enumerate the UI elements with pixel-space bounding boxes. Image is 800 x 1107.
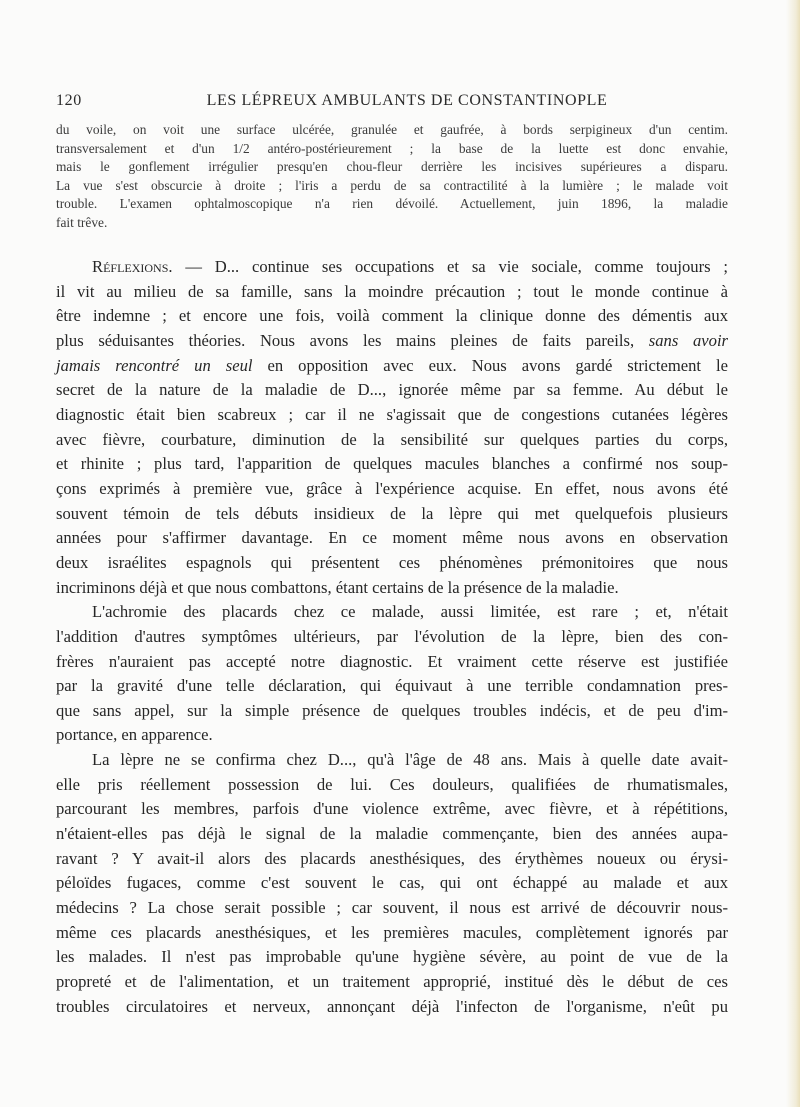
text-line: même ces placards anesthésiques, et les premières macules, complètement ignorés par [56, 922, 728, 942]
text-line: que sans appel, sur la simple présence de quelques troubles indécis, et de peu d'im- [56, 700, 728, 720]
text-line: La lèpre ne se confirma chez D..., qu'à l'âge de 48 ans. Mais à quelle date avait- [92, 750, 728, 770]
text-fragment: — D... continue ses occupations et sa vie sociale, comme toujours ; [172, 257, 728, 276]
text-line: secret de la nature de la maladie de D..., ignorée même par sa femme. Au début le [56, 380, 728, 400]
text-fragment: plus séduisantes théories. Nous avons les mains pleines de faits pareils, [56, 330, 649, 350]
page-edge-shading [786, 0, 800, 1107]
text-line: il vit au milieu de sa famille, sans la moindre précaution ; tout le monde continue à [56, 281, 728, 301]
running-title: LES LÉPREUX AMBULANTS DE CONSTANTINOPLE [206, 92, 608, 109]
text-line: et rhinite ; plus tard, l'apparition de quelques macules blanches a confirmé nos soup- [56, 454, 728, 474]
main-text [56, 255, 728, 1019]
text-line: L'achromie des placards chez ce malade, aussi limitée, est rare ; et, n'était [92, 602, 728, 622]
page-number: 120 [56, 92, 82, 109]
text-line: deux israélites espagnols qui présentent ces phénomènes prémonitoires que nous [56, 552, 728, 572]
italic-emphasis: sans avoir [648, 330, 729, 350]
text-line: portance, en apparence. [56, 725, 213, 745]
text-line: souvent témoin de tels débuts insidieux de la lèpre qui met quelquefois plusieurs [56, 503, 728, 523]
text-line: La vue s'est obscurcie à droite ; l'iris a perdu de sa contractilité à la lumière ; le malade voit [56, 177, 728, 193]
text-fragment: en opposition avec eux. Nous avons gardé strictement le [252, 355, 729, 375]
text-line: années pour s'affirmer davantage. En ce moment même nous avons en observation [56, 528, 728, 548]
text-line: les malades. Il n'est pas improbable qu'une hygiène sévère, au point de vue de la [56, 947, 728, 967]
text-line: transversalement et d'un 1/2 antéro-postérieurement ; la base de la luette est donc envahie, [56, 140, 728, 156]
text-line: frères n'auraient pas accepté notre diagnostic. Et vraiment cette réserve est justifiée [56, 651, 728, 671]
text-line: diagnostic était bien scabreux ; car il ne s'agissait que de congestions cutanées légères [56, 404, 728, 424]
text-line: parcourant les membres, parfois d'une violence extrême, avec fièvre, et à répétitions, [56, 799, 728, 819]
achromie-paragraph [56, 600, 728, 748]
text-line: avec fièvre, courbature, diminution de la sensibilité sur quelques parties du corps, [56, 429, 728, 449]
section-label: Réflexions. [92, 257, 173, 276]
text-line: propreté et de l'alimentation, et un traitement approprié, institué dès le début de ces [56, 972, 728, 992]
reflexions-paragraph [56, 255, 728, 600]
text-line: péloïdes fugaces, comme c'est souvent le cas, qui ont échappé au malade et aux [56, 873, 728, 893]
text-line: du voile, on voit une surface ulcérée, granulée et gaufrée, à bords serpigineux d'un centim. [56, 122, 728, 137]
italic-emphasis: jamais rencontré un seul [56, 355, 253, 375]
text-line [56, 255, 728, 280]
page-header [56, 92, 728, 114]
confirmation-paragraph [56, 748, 728, 1019]
text-line: troubles circulatoires et nerveux, annonçant déjà l'infecton de l'organisme, n'eût pu [56, 996, 728, 1016]
text-line: mais le gonflement irrégulier presqu'en chou-fleur derrière les incisives supérieures a disparu. [56, 159, 728, 174]
text-line: fait trêve. [56, 214, 108, 230]
text-line [56, 354, 728, 379]
small-print-paragraph [56, 121, 728, 232]
text-line: être indemne ; et encore une fois, voilà comment la clinique donne des démentis aux [56, 306, 728, 326]
text-line: incriminons déjà et que nous combattons, étant certains de la présence de la maladie. [56, 577, 619, 597]
text-line: l'addition d'autres symptômes ultérieurs, par l'évolution de la lèpre, bien des con- [56, 626, 728, 646]
text-line: çons exprimés à première vue, grâce à l'expérience acquise. En effet, nous avons été [56, 478, 728, 498]
text-line: trouble. L'examen ophtalmoscopique n'a rien dévoilé. Actuellement, juin 1896, la maladie [56, 196, 728, 211]
text-line: par la gravité d'une telle déclaration, qui équivaut à une terrible condamnation pres- [56, 676, 728, 696]
text-line: ravant ? Y avait-il alors des placards anesthésiques, des érythèmes noueux ou érysi- [56, 848, 728, 868]
text-line: médecins ? La chose serait possible ; car souvent, il nous est arrivé de découvrir nous- [56, 898, 728, 918]
text-line [56, 329, 728, 354]
text-line: elle pris réellement possession de lui. Ces douleurs, qualifiées de rhumatismales, [56, 774, 728, 794]
text-line: n'étaient-elles pas déjà le signal de la maladie commençante, bien des années aupa- [56, 824, 728, 844]
